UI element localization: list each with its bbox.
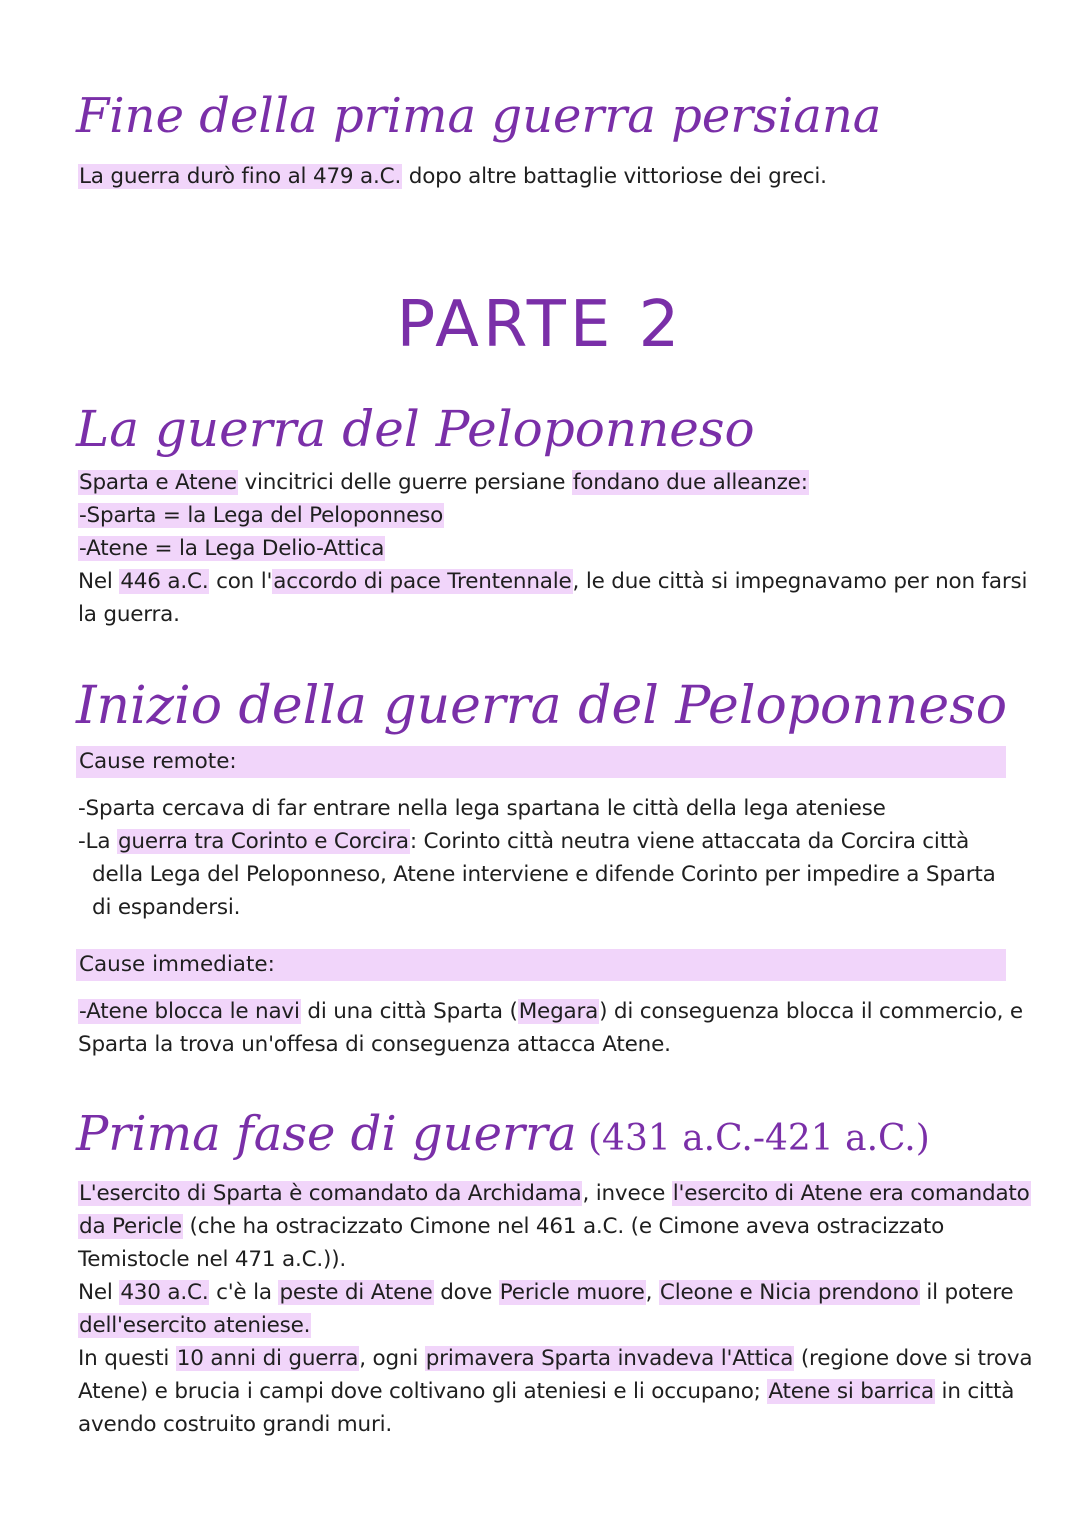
highlight: l'esercito di Atene era comandato	[672, 1181, 1030, 1206]
highlight: -Atene = la Lega Delio-Attica	[79, 536, 385, 561]
highlight: primavera Sparta invadeva l'Attica	[425, 1346, 794, 1371]
text-line: Temistocle nel 471 a.C.)).	[78, 1247, 347, 1272]
highlight: Atene si barrica	[768, 1379, 934, 1404]
section-title-peloponnesian-war: La guerra del Peloponneso	[76, 400, 755, 458]
highlight: Sparta e Atene	[79, 470, 237, 495]
highlight: 10 anni di guerra	[176, 1346, 359, 1371]
paragraph-alliances	[78, 466, 1028, 631]
highlight: 430 a.C.	[120, 1280, 209, 1305]
paragraph-immediate-causes	[78, 995, 1023, 1061]
text-line: Sparta la trova un'offesa di conseguenza attacca Atene.	[78, 1032, 671, 1057]
text-line: Sparta e Atene vincitrici delle guerre persiane fondano due alleanze:	[79, 470, 808, 495]
highlight: Pericle muore	[499, 1280, 645, 1305]
text-line	[78, 1309, 1008, 1342]
highlight: Megara	[518, 999, 599, 1024]
section-title-war-start: Inizio della guerra del Peloponneso	[76, 676, 1008, 736]
remote-causes-label: Cause remote:	[76, 746, 1006, 778]
part-heading: PARTE 2	[396, 288, 684, 362]
highlight: accordo di pace Trentennale	[273, 569, 572, 594]
section-title-first-phase: Prima fase di guerra (431 a.C.-421 a.C.)	[76, 1106, 930, 1162]
text-line: della Lega del Peloponneso, Atene interviene e difende Corinto per impedire a Sparta	[92, 862, 996, 887]
text-line: Nel 430 a.C. c'è la peste di Atene dove Pericle muore, Cleone e Nicia prendono il potere	[78, 1280, 1014, 1305]
highlight: guerra tra Corinto e Corcira	[117, 829, 409, 854]
highlight: fondano due alleanze:	[572, 470, 808, 495]
highlight: -Sparta = la Lega del Peloponneso	[79, 503, 444, 528]
paragraph-first-phase	[78, 1177, 1033, 1441]
immediate-causes-label: Cause immediate:	[76, 949, 1006, 981]
text-line: avendo costruito grandi muri.	[78, 1412, 393, 1437]
text-line	[78, 532, 1008, 565]
text-line: In questi 10 anni di guerra, ogni primavera Sparta invadeva l'Attica (regione dove si trova	[78, 1346, 1033, 1371]
text-line: -Sparta cercava di far entrare nella lega spartana le città della lega ateniese	[78, 796, 886, 821]
text-line: Nel 446 a.C. con l'accordo di pace Trentennale, le due città si impegnavamo per non farsi	[78, 569, 1028, 594]
text-line: da Pericle (che ha ostracizzato Cimone nel 461 a.C. (e Cimone aveva ostracizzato	[79, 1214, 945, 1239]
text-line: -Atene blocca le navi di una città Sparta (Megara) di conseguenza blocca il commercio, e	[79, 999, 1023, 1024]
paragraph-remote-causes	[78, 792, 1008, 924]
section-title-end-persian-war: Fine della prima guerra persiana	[76, 88, 882, 144]
paragraph-end-persian-war	[78, 160, 1008, 193]
highlight: da Pericle	[79, 1214, 182, 1239]
text-line: Atene) e brucia i campi dove coltivano gli ateniesi e li occupano; Atene si barrica in città	[78, 1379, 1015, 1404]
highlight: Cleone e Nicia prendono	[659, 1280, 919, 1305]
text-line: La guerra durò fino al 479 a.C. dopo altre battaglie vittoriose dei greci.	[79, 164, 827, 189]
highlight: dell'esercito ateniese.	[79, 1313, 311, 1338]
text-line: L'esercito di Sparta è comandato da Archidama, invece l'esercito di Atene era comandato	[79, 1181, 1030, 1206]
highlight: -Atene blocca le navi	[79, 999, 300, 1024]
text-line: di espandersi.	[92, 895, 241, 920]
highlight: peste di Atene	[279, 1280, 433, 1305]
highlight: La guerra durò fino al 479 a.C.	[79, 164, 402, 189]
text-line: la guerra.	[78, 602, 180, 627]
text-line: -La guerra tra Corinto e Corcira: Corinto città neutra viene attaccata da Corcira città	[78, 829, 970, 854]
first-phase-dates: (431 a.C.-421 a.C.)	[576, 1118, 930, 1159]
highlight: 446 a.C.	[120, 569, 209, 594]
highlight: L'esercito di Sparta è comandato da Archidama	[79, 1181, 582, 1206]
text-line	[78, 499, 1008, 532]
